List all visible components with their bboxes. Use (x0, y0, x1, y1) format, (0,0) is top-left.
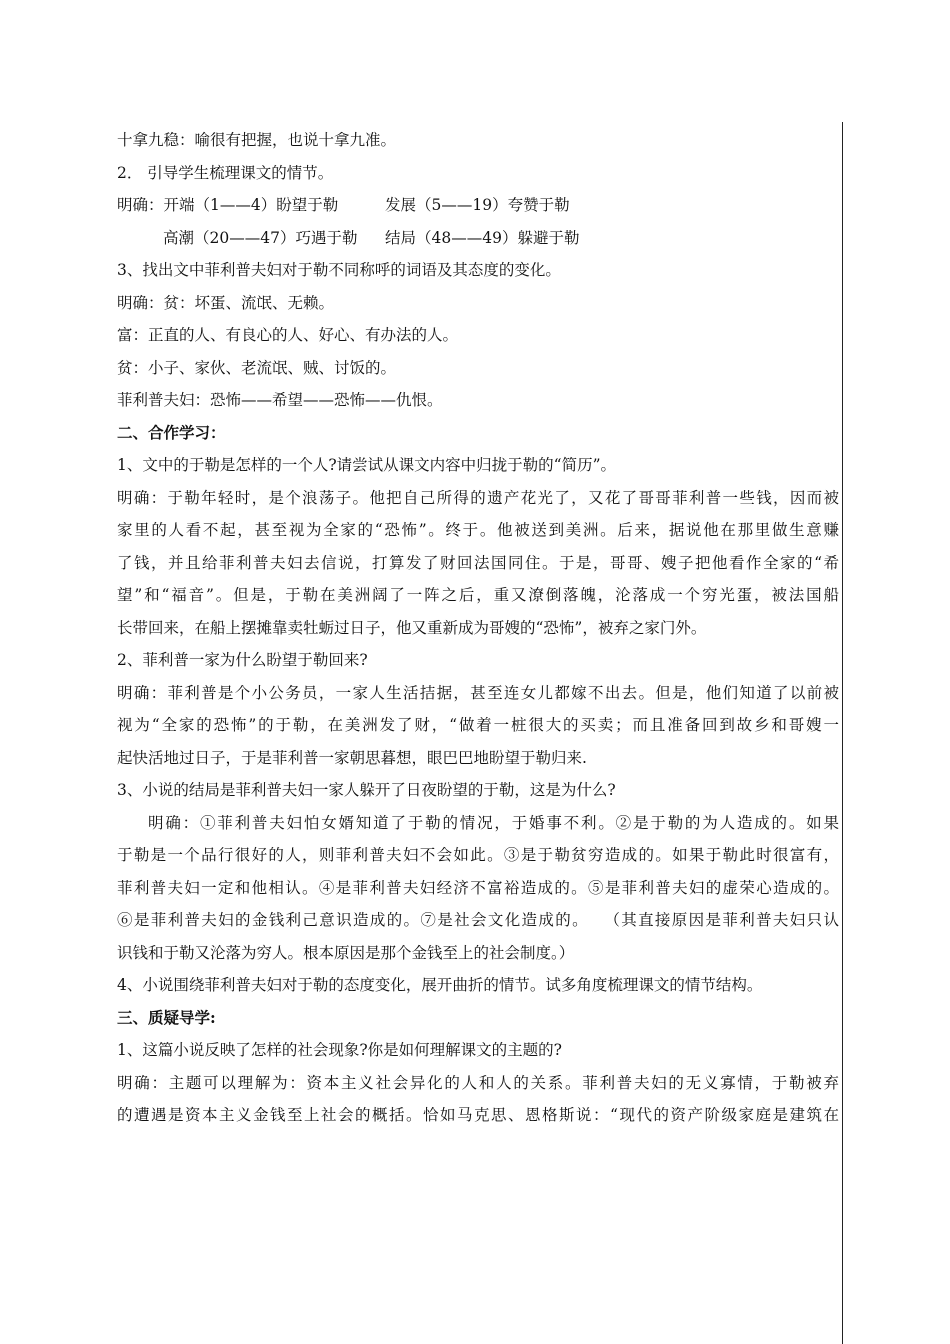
text-line: 明确：于勒年轻时，是个浪荡子。他把自己所得的遗产花光了，又花了哥哥菲利普一些钱，因而被 (117, 488, 839, 507)
text-line: 于勒是一个品行很好的人，则菲利普夫妇不会如此。③是于勒贫穷造成的。如果于勒此时很富有， (117, 846, 839, 864)
text-line: 富：正直的人、有良心的人、好心、有办法的人。 (117, 326, 459, 344)
document-body (117, 124, 839, 1132)
text-line: 贫：小子、家伙、老流氓、贼、讨饭的。 (117, 358, 397, 377)
plot-row-1 (117, 189, 839, 222)
text-line: ⑥是菲利普夫妇的金钱利己意识造成的。⑦是社会文化造成的。 （其直接原因是菲利普夫妇只认 (117, 911, 839, 929)
right-margin-rule (842, 122, 843, 1344)
text-line: 菲利普夫妇一定和他相认。④是菲利普夫妇经济不富裕造成的。⑤是菲利普夫妇的虚荣心造成的。 (117, 878, 839, 897)
text-line: 3、找出文中菲利普夫妇对于勒不同称呼的词语及其态度的变化。 (117, 261, 561, 279)
text-line: 明确：主题可以理解为：资本主义社会异化的人和人的关系。菲利普夫妇的无义寡情，于勒被弃 (117, 1073, 839, 1092)
plot-beginning: 明确：开端（1——4）盼望于勒 (117, 196, 339, 214)
text-line: 2． 引导学生梳理课文的情节。 (117, 163, 334, 182)
text-line: 明确：贫：坏蛋、流氓、无赖。 (117, 293, 335, 312)
text-line: 家里的人看不起，甚至视为全家的“恐怖”。终于。他被送到美洲。后来，据说他在那里做生意赚 (117, 521, 839, 539)
text-line: 视为“全家的恐怖”的于勒，在美洲发了财，“做着一桩很大的买卖；而且准备回到故乡和哥嫂一 (117, 716, 839, 734)
text-line: 起快活地过日子，于是菲利普一家朝思暮想，眼巴巴地盼望于勒归来. (117, 748, 587, 767)
text-line: 1、这篇小说反映了怎样的社会现象?你是如何理解课文的主题的? (117, 1041, 562, 1059)
text-line: 4、小说围绕菲利普夫妇对于勒的态度变化，展开曲折的情节。试多角度梳理课文的情节结构。 (117, 976, 763, 994)
text-line: 了钱，并且给菲利普夫妇去信说，打算发了财回法国同住。于是，哥哥、嫂子把他看作全家的“希 (117, 553, 839, 572)
text-line: 1、文中的于勒是怎样的一个人?请尝试从课文内容中归拢于勒的“简历”。 (117, 456, 617, 474)
text-line: 望”和“福音”。但是，于勒在美洲阔了一阵之后，重又潦倒落魄，沦落成一个穷光蛋，被法国船 (117, 586, 839, 604)
section-heading: 二、合作学习： (117, 422, 226, 442)
text-line: 十拿九稳：喻很有把握，也说十拿九准。 (117, 131, 397, 149)
text-line: 菲利普夫妇：恐怖——希望——恐怖——仇恨。 (117, 391, 443, 409)
text-line: 识钱和于勒又沦落为穷人。根本原因是那个金钱至上的社会制度。） (117, 943, 575, 962)
text-line: 的遭遇是资本主义金钱至上社会的概括。恰如马克思、恩格斯说：“现代的资产阶级家庭是建筑在 (117, 1106, 839, 1124)
plot-ending: 结局（48——49）躲避于勒 (385, 228, 580, 247)
text-line: 长带回来，在船上摆摊靠卖牡蛎过日子，他又重新成为哥嫂的“恐怖”，被弃之家门外。 (117, 618, 707, 637)
text-line: 明确：菲利普是个小公务员，一家人生活拮据，甚至连女儿都嫁不出去。但是，他们知道了以前被 (117, 683, 839, 702)
plot-development: 发展（5——19）夸赞于勒 (385, 196, 570, 214)
text-line: 2、菲利普一家为什么盼望于勒回来? (117, 651, 368, 669)
plot-climax: 高潮（20——47）巧遇于勒 (163, 228, 358, 247)
text-line: 3、小说的结局是菲利普夫妇一家人躲开了日夜盼望的于勒，这是为什么? (117, 781, 616, 799)
section-heading: 三、质疑导学: (117, 1007, 216, 1027)
text-line: 明确：①菲利普夫妇怕女婿知道了于勒的情况，于婚事不利。②是于勒的为人造成的。如果 (148, 813, 839, 832)
plot-row-2 (117, 222, 839, 255)
